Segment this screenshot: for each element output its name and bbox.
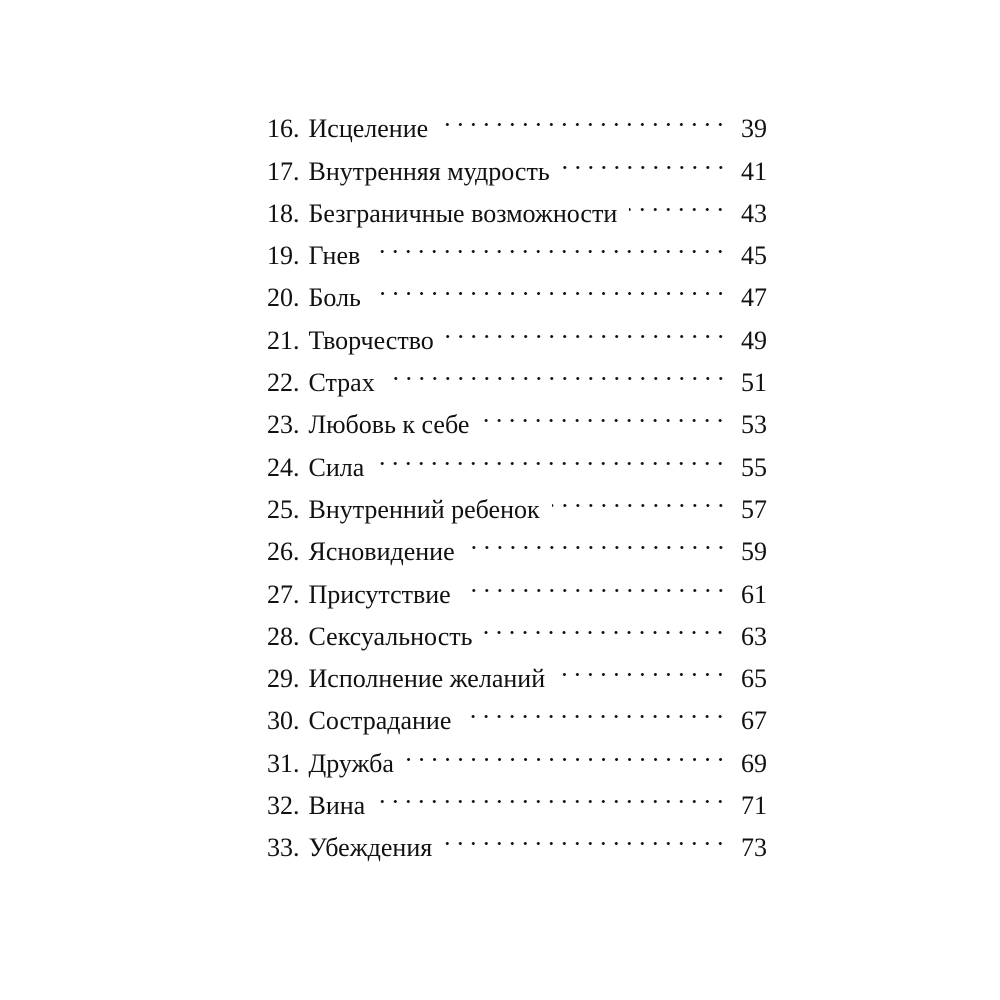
dot-leader — [467, 518, 727, 560]
toc-entry-title: Внутренняя мудрость — [308, 156, 550, 186]
toc-entry-number: 31. — [267, 748, 300, 778]
toc-entry[interactable] — [267, 95, 767, 144]
toc-entry-number: 33. — [267, 833, 300, 863]
toc-entry-number: 18. — [267, 198, 300, 228]
toc-entry-page: 39 — [741, 114, 767, 144]
toc-entry-title: Исцеление — [308, 114, 429, 144]
dot-leader — [552, 476, 727, 518]
toc-entry-page: 47 — [741, 283, 767, 313]
dot-leader — [373, 264, 727, 306]
toc-entry-number: 29. — [267, 664, 300, 694]
toc-entry-number: 19. — [267, 241, 300, 271]
toc-entry-title: Гнев — [308, 241, 361, 271]
toc-entry-page: 55 — [741, 452, 767, 482]
toc-entry-title: Исполнение желаний — [308, 664, 546, 694]
toc-entry-title: Убеждения — [308, 833, 433, 863]
toc-entry-title: Присутствие — [308, 579, 451, 609]
dot-leader — [629, 180, 727, 222]
dot-leader — [481, 391, 727, 433]
toc-entry-title: Безграничные возможности — [308, 198, 618, 228]
toc-entry-title: Вина — [308, 791, 366, 821]
dot-leader — [446, 306, 727, 348]
toc-entry-title: Ясновидение — [308, 537, 455, 567]
dot-leader — [372, 222, 727, 264]
dot-leader — [377, 772, 727, 814]
toc-entry-title: Страх — [308, 368, 375, 398]
dot-leader — [463, 560, 727, 602]
toc-entry-page: 73 — [741, 833, 767, 863]
toc-entry-title: Внутренний ребенок — [308, 494, 540, 524]
toc-entry-number: 32. — [267, 791, 300, 821]
dot-leader — [440, 95, 727, 137]
toc-entry-title: Дружба — [308, 748, 394, 778]
toc-entry-page: 57 — [741, 494, 767, 524]
dot-leader — [387, 349, 727, 391]
dot-leader — [406, 729, 727, 771]
toc-entry-title: Любовь к себе — [308, 410, 470, 440]
toc-entry-number: 25. — [267, 494, 300, 524]
toc-entry-title: Сострадание — [308, 706, 452, 736]
toc-entry-number: 30. — [267, 706, 300, 736]
table-of-contents — [267, 95, 767, 863]
toc-entry-page: 67 — [741, 706, 767, 736]
toc-entry-page: 61 — [741, 579, 767, 609]
toc-entry-number: 20. — [267, 283, 300, 313]
toc-entry-page: 43 — [741, 198, 767, 228]
toc-entry-page: 65 — [741, 664, 767, 694]
toc-entry-number: 24. — [267, 452, 300, 482]
toc-entry-page: 69 — [741, 748, 767, 778]
toc-entry-page: 71 — [741, 791, 767, 821]
toc-entry-number: 16. — [267, 114, 300, 144]
dot-leader — [463, 687, 727, 729]
toc-entry-page: 45 — [741, 241, 767, 271]
toc-entry-number: 17. — [267, 156, 300, 186]
toc-entry-title: Сила — [308, 452, 365, 482]
toc-entry-title: Творчество — [308, 325, 434, 355]
dot-leader — [376, 433, 727, 475]
toc-entry-page: 49 — [741, 325, 767, 355]
toc-entry-page: 63 — [741, 621, 767, 651]
toc-entry-number: 26. — [267, 537, 300, 567]
toc-entry-number: 28. — [267, 621, 300, 651]
dot-leader — [484, 603, 727, 645]
toc-entry-title: Сексуальность — [308, 621, 473, 651]
toc-entry-page: 51 — [741, 368, 767, 398]
toc-entry-number: 21. — [267, 325, 300, 355]
toc-entry-number: 23. — [267, 410, 300, 440]
dot-leader — [562, 137, 727, 179]
toc-entry-page: 53 — [741, 410, 767, 440]
dot-leader — [557, 645, 727, 687]
toc-entry-title: Боль — [308, 283, 361, 313]
toc-entry-number: 22. — [267, 368, 300, 398]
toc-entry-number: 27. — [267, 579, 300, 609]
dot-leader — [444, 814, 727, 856]
toc-entry-page: 41 — [741, 156, 767, 186]
toc-entry-page: 59 — [741, 537, 767, 567]
